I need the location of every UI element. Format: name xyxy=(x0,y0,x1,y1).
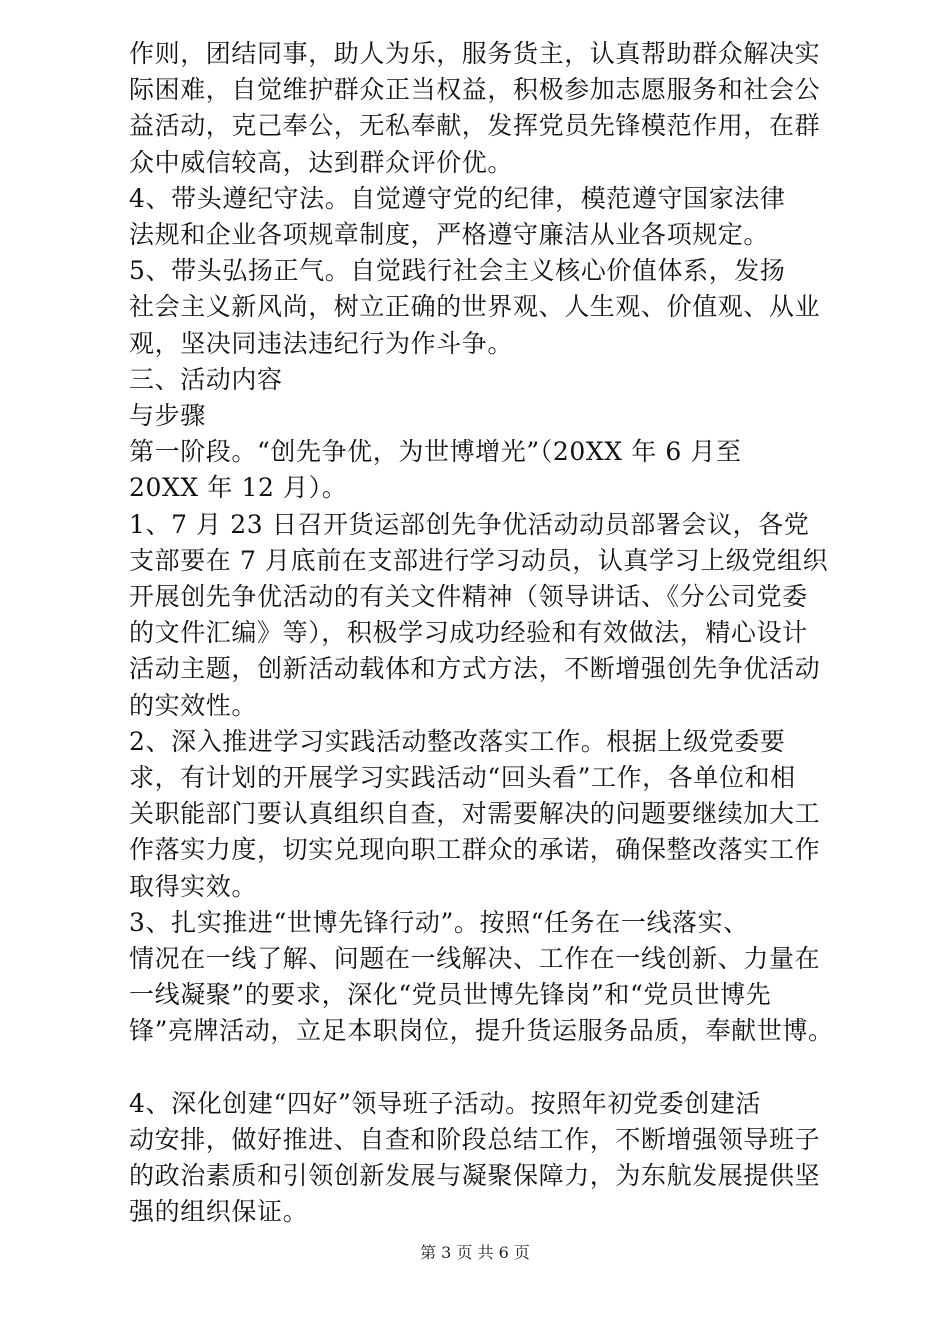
text-line: 的实效性。 xyxy=(129,690,258,720)
text-line: 社会主义新风尚，树立正确的世界观、人生观、价值观、从业 xyxy=(129,291,821,321)
text-line: 关职能部门要认真组织自查，对需要解决的问题要继续加大工 xyxy=(129,798,821,828)
text-line: 支部要在 7 月底前在支部进行学习动员，认真学习上级党组织 xyxy=(129,545,829,575)
text-line: 5、带头弘扬正气。自觉践行社会主义核心价值体系，发扬 xyxy=(129,255,786,285)
text-line: 益活动，克己奉公，无私奉献，发挥党员先锋模范作用，在群 xyxy=(129,110,821,140)
text-line: 法规和企业各项规章制度，严格遵守廉洁从业各项规定。 xyxy=(129,219,770,249)
section-heading: 三、活动内容 xyxy=(129,364,283,394)
text-line: 20XX 年 12 月）。 xyxy=(129,472,348,502)
text-line: 强的组织保证。 xyxy=(129,1196,309,1226)
text-line: 作落实力度，切实兑现向职工群众的承诺，确保整改落实工作 xyxy=(129,834,821,864)
text-line: 情况在一线了解、问题在一线解决、工作在一线创新、力量在 xyxy=(129,943,821,973)
text-line: 开展创先争优活动的有关文件精神（领导讲话、《分公司党委 xyxy=(129,581,808,611)
text-line: 观，坚决同违法违纪行为作斗争。 xyxy=(129,328,514,358)
section-heading: 与步骤 xyxy=(129,400,206,430)
text-line: 2、深入推进学习实践活动整改落实工作。根据上级党委要 xyxy=(129,726,786,756)
text-line: 际困难，自觉维护群众正当权益，积极参加志愿服务和社会公 xyxy=(129,74,821,104)
text-line: 3、扎实推进“世博先锋行动”。按照“任务在一线落实、 xyxy=(129,907,749,937)
text-line: 活动主题，创新活动载体和方式方法，不断增强创先争优活动 xyxy=(129,653,821,683)
text-line: 一线凝聚”的要求，深化“党员世博先锋岗”和“党员世博先 xyxy=(129,979,772,1009)
text-line: 的文件汇编》等），积极学习成功经验和有效做法，精心设计 xyxy=(129,617,808,647)
text-line: 动安排，做好推进、自查和阶段总结工作，不断增强领导班子 xyxy=(129,1124,821,1154)
text-line: 4、深化创建“四好”领导班子活动。按照年初党委创建活 xyxy=(129,1088,762,1118)
page-footer: 第 3 页 共 6 页 xyxy=(420,1243,530,1262)
text-line: 锋”亮牌活动，立足本职岗位，提升货运服务品质，奉献世博。 xyxy=(129,1015,834,1045)
text-line: 众中威信较高，达到群众评价优。 xyxy=(129,147,514,177)
text-line: 求，有计划的开展学习实践活动“回头看”工作，各单位和相 xyxy=(129,762,796,792)
text-line: 1、7 月 23 日召开货运部创先争优活动动员部署会议，各党 xyxy=(129,509,810,539)
text-line: 作则，团结同事，助人为乐，服务货主，认真帮助群众解决实 xyxy=(129,38,821,68)
text-line: 第一阶段。“创先争优，为世博增光”（20XX 年 6 月至 xyxy=(129,436,742,466)
text-line: 的政治素质和引领创新发展与凝聚保障力，为东航发展提供坚 xyxy=(129,1160,821,1190)
text-line: 取得实效。 xyxy=(129,871,258,901)
text-line: 4、带头遵纪守法。自觉遵守党的纪律，模范遵守国家法律 xyxy=(129,183,786,213)
